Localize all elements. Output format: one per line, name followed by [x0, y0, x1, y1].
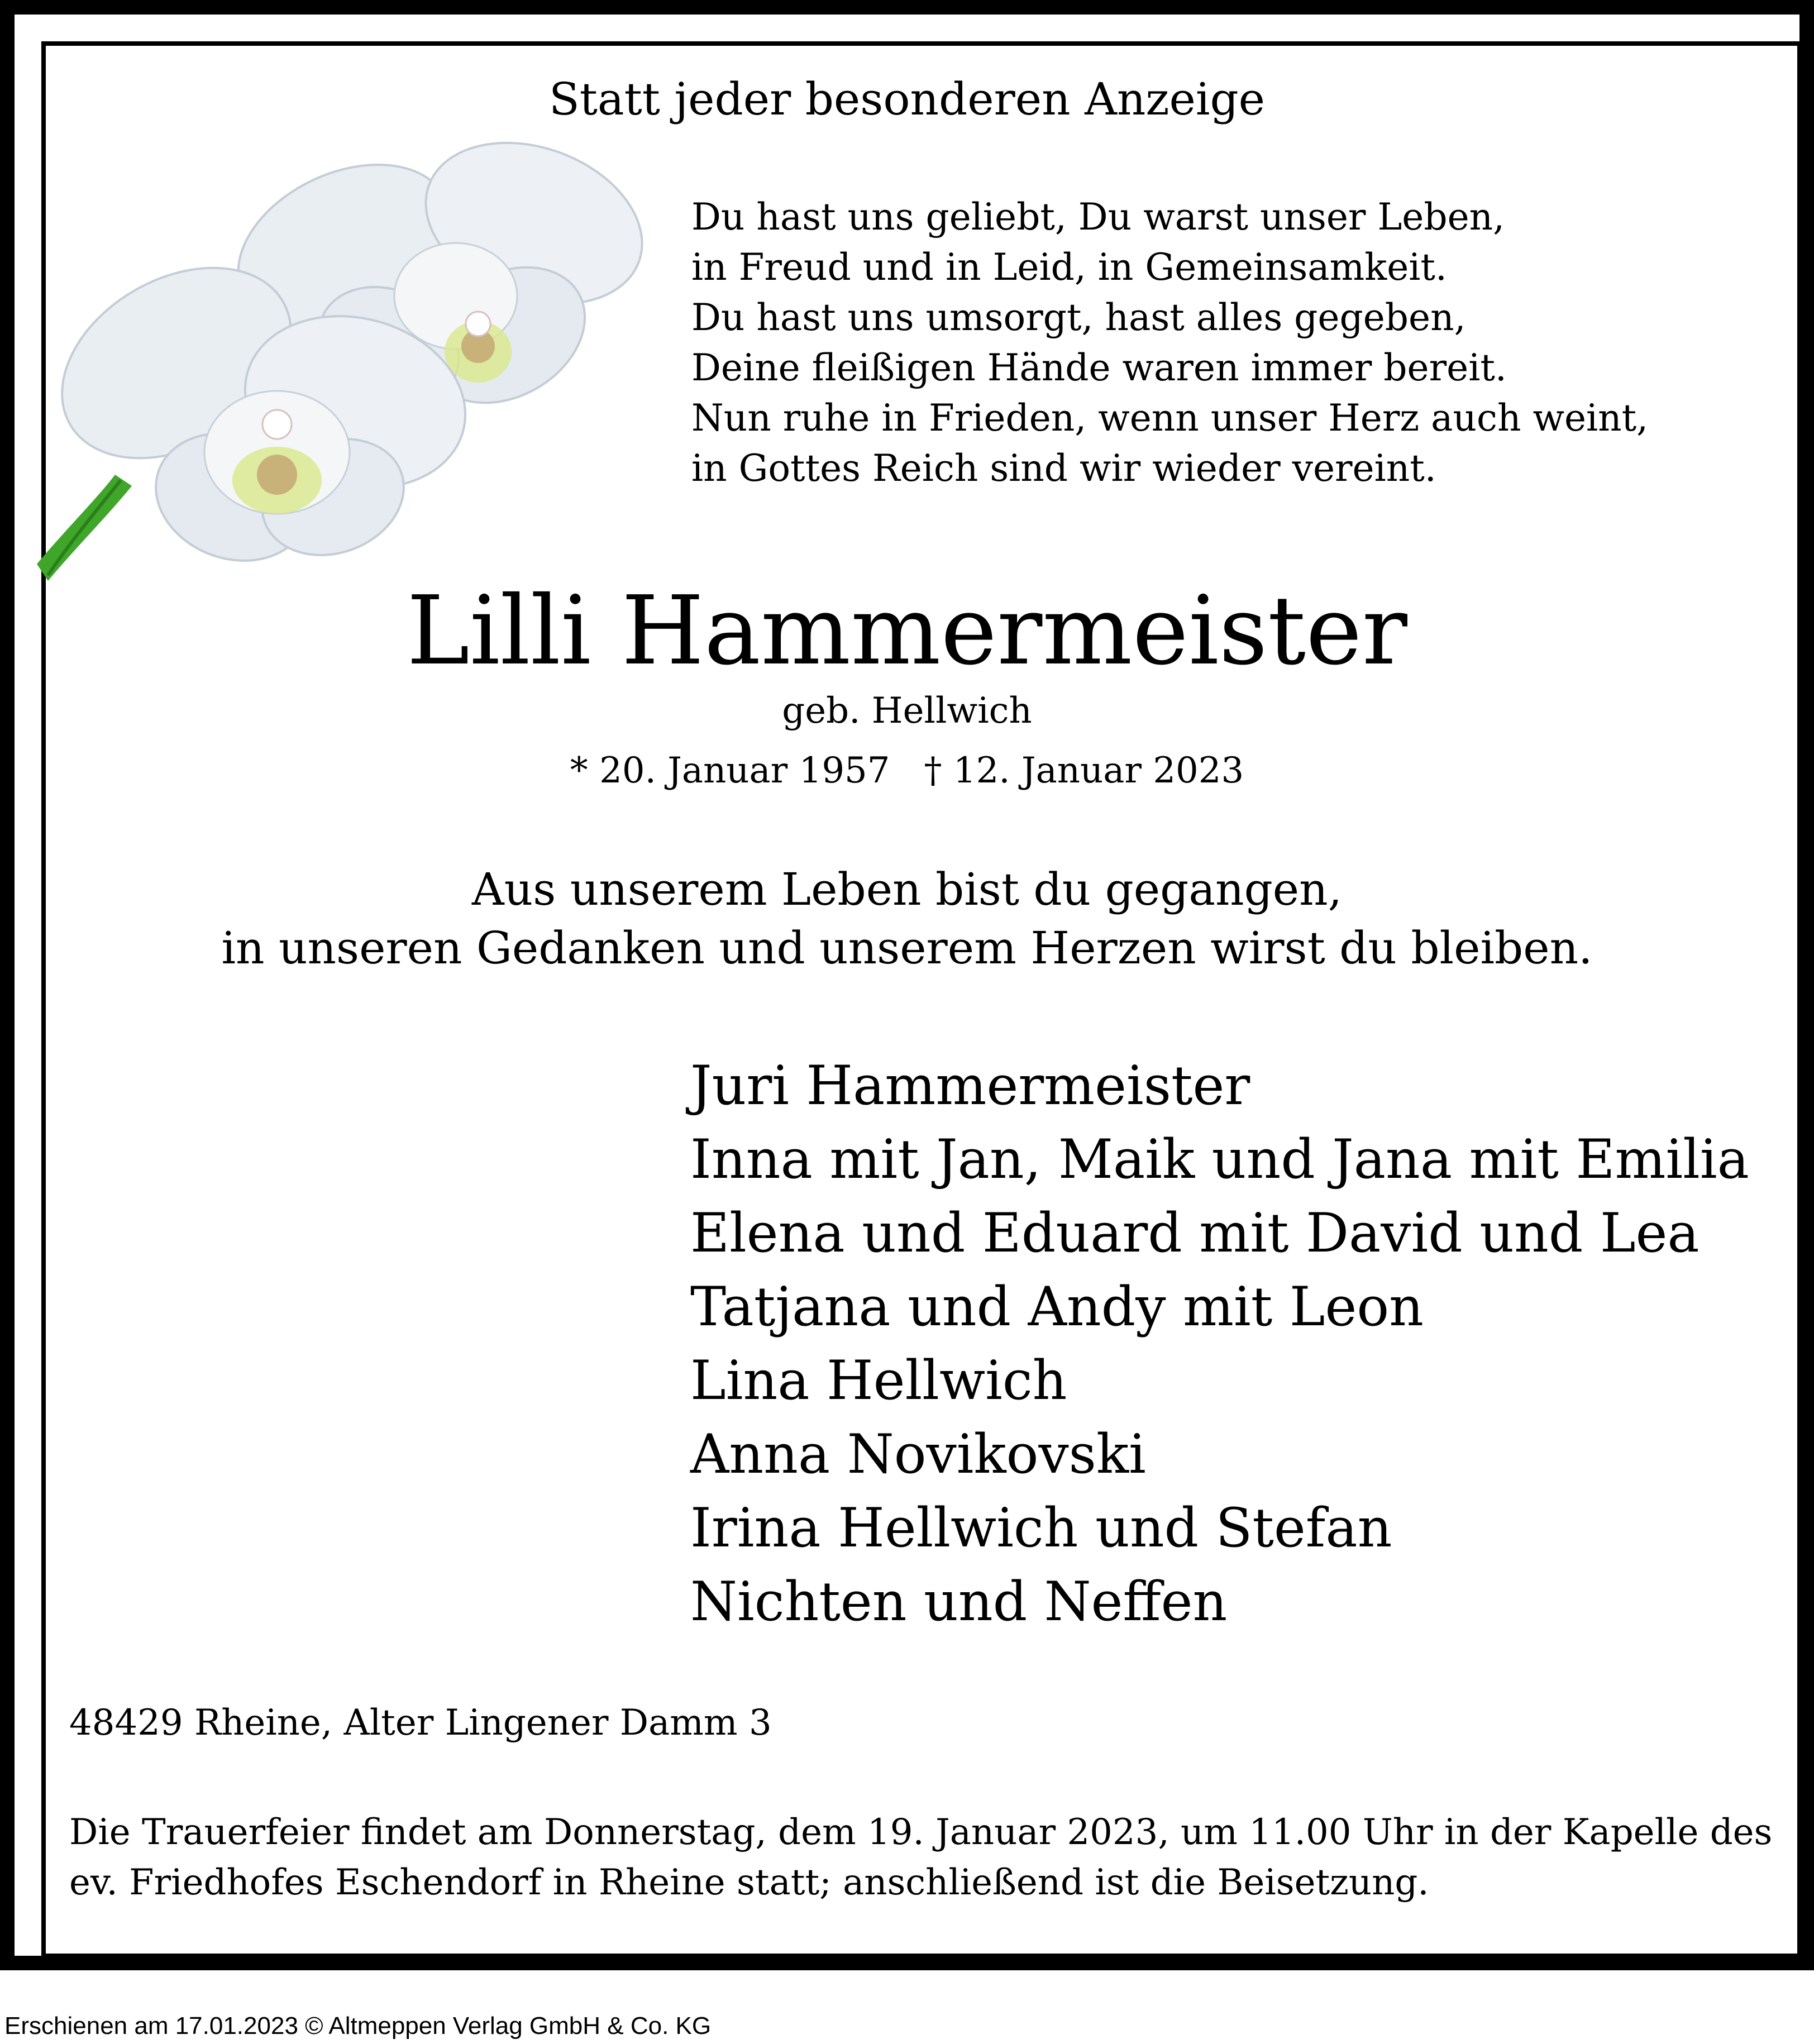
- farewell-quote: [0, 860, 1814, 977]
- deceased-name: Lilli Hammermeister: [407, 576, 1407, 686]
- mourner-entry: Lina Hellwich: [690, 1349, 1067, 1412]
- mourner-entry: Inna mit Jan, Maik und Jana mit Emilia: [690, 1128, 1749, 1191]
- life-dates: * 20. Januar 1957 † 12. Januar 2023: [570, 750, 1244, 791]
- family-address: 48429 Rheine, Alter Lingener Damm 3: [69, 1702, 772, 1744]
- mourner-entry: Elena und Eduard mit David und Lea: [690, 1202, 1700, 1264]
- funeral-service-info: [69, 1807, 1773, 1908]
- service-line: Die Trauerfeier findet am Donnerstag, dem 19. Januar 2023, um 11.00 Uhr in der Kapelle des: [69, 1812, 1773, 1853]
- service-line: ev. Friedhofes Eschendorf in Rheine statt; anschließend ist die Beisetzung.: [69, 1862, 1429, 1903]
- memorial-poem: [691, 192, 1753, 494]
- mourner-entry: Juri Hammermeister: [690, 1054, 1250, 1117]
- poem-line: Nun ruhe in Frieden, wenn unser Herz auch weint,: [691, 397, 1649, 440]
- poem-line: in Gottes Reich sind wir wieder vereint.: [691, 447, 1436, 490]
- orchid-icon: [31, 140, 690, 586]
- mourner-entry: Anna Novikovski: [690, 1423, 1146, 1486]
- mourners-list: [690, 1049, 1791, 1639]
- quote-line: in unseren Gedanken und unserem Herzen wirst du bleiben.: [221, 922, 1593, 974]
- mourner-entry: Irina Hellwich und Stefan: [690, 1497, 1392, 1559]
- maiden-name: geb. Hellwich: [782, 690, 1032, 732]
- poem-line: in Freud und in Leid, in Gemeinsamkeit.: [691, 246, 1447, 289]
- poem-line: Deine fleißigen Hände waren immer bereit.: [691, 346, 1507, 389]
- publication-footer: Erschienen am 17.01.2023 © Altmeppen Verlag GmbH & Co. KG: [4, 2012, 712, 2040]
- announcement-header: Statt jeder besonderen Anzeige: [548, 73, 1266, 125]
- mourner-entry: Nichten und Neffen: [690, 1570, 1228, 1633]
- orchid-flower-image: [31, 140, 690, 586]
- quote-line: Aus unserem Leben bist du gegangen,: [471, 863, 1343, 915]
- poem-line: Du hast uns umsorgt, hast alles gegeben,: [691, 296, 1466, 339]
- poem-line: Du hast uns geliebt, Du warst unser Leben,: [691, 195, 1505, 238]
- mourner-entry: Tatjana und Andy mit Leon: [690, 1276, 1424, 1338]
